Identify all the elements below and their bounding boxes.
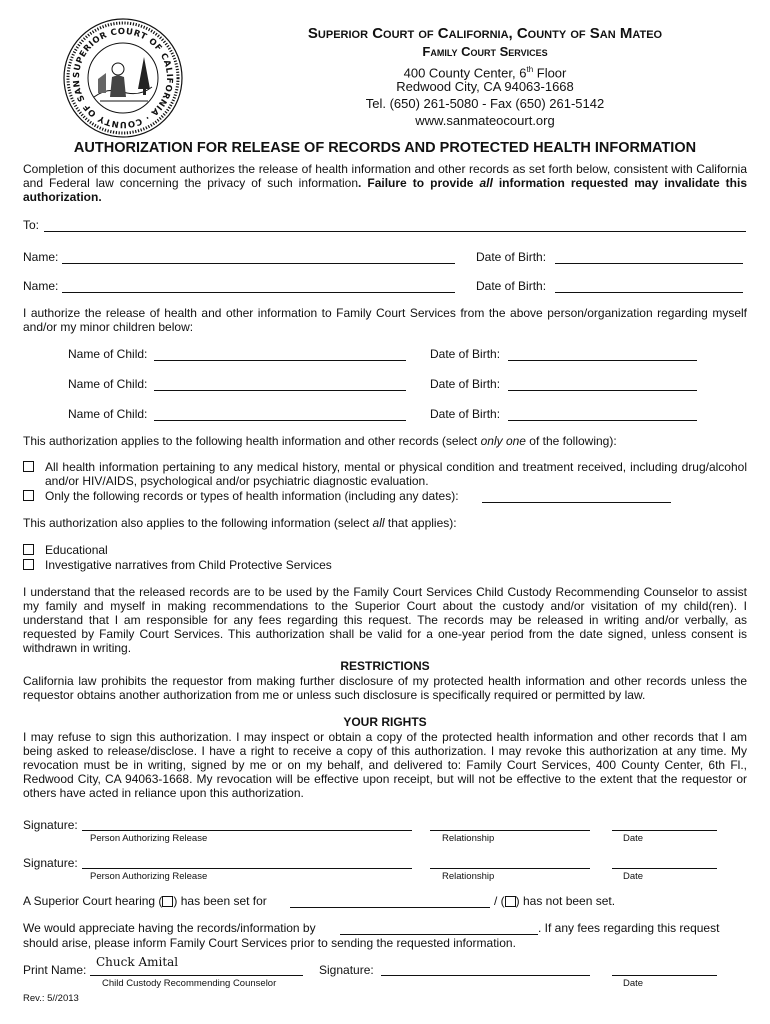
counselor-date-caption: Date: [623, 978, 644, 989]
counselor-caption: Child Custody Recommending Counselor: [102, 978, 277, 989]
hearing-not-set-statement: / ( ) has not been set.: [494, 894, 616, 908]
person-authorizing-caption-2: Person Authorizing Release: [90, 871, 208, 882]
rights-heading: YOUR RIGHTS: [343, 715, 427, 729]
court-name: Superior Court of California, County of San Mateo: [307, 25, 663, 42]
hearing-date-field[interactable]: [290, 907, 490, 908]
authorize-paragraph: I authorize the release of health and other information to Family Court Services from the above person/organization regarding myself and/or my minor children below:: [23, 306, 747, 334]
print-name-label: Print Name:: [23, 963, 87, 977]
child-dob-label-3: Date of Birth:: [430, 407, 501, 421]
signature-field-2[interactable]: [82, 868, 412, 869]
relationship-field-1[interactable]: [430, 830, 590, 831]
child-name-field-2[interactable]: [154, 390, 406, 391]
relationship-field-2[interactable]: [430, 868, 590, 869]
hearing-not-set-checkbox[interactable]: [505, 896, 516, 907]
child-name-field-3[interactable]: [154, 420, 406, 421]
appreciate-label: We would appreciate having the records/information by: [23, 921, 316, 935]
court-seal: [62, 17, 184, 139]
counselor-signature-field[interactable]: [381, 975, 590, 976]
to-label: To:: [23, 218, 40, 232]
only-following-checkbox[interactable]: [23, 490, 34, 501]
relationship-caption-2: Relationship: [442, 871, 495, 882]
counselor-signature-label: Signature:: [319, 963, 374, 977]
applies-statement: This authorization applies to the following health information and other records (select only one of the following):: [23, 434, 617, 448]
seal-text: SUPERIOR COURT OF CALIFORNIA · COUNTY OF SAN: [71, 26, 175, 130]
form-title: AUTHORIZATION FOR RELEASE OF RECORDS AND PROTECTED HEALTH INFORMATION: [73, 140, 697, 156]
appreciate-line-2: should arise, please inform Family Court Services prior to sending the requested information.: [23, 936, 516, 950]
dob-field-1[interactable]: [555, 263, 743, 264]
child-dob-field-1[interactable]: [508, 360, 697, 361]
only-following-label: Only the following records or types of health information (including any dates):: [45, 489, 459, 503]
address-line-2: Redwood City, CA 94063-1668: [396, 79, 574, 94]
also-applies-statement: This authorization also applies to the following information (select all that applies):: [23, 516, 457, 530]
understand-paragraph: I understand that the released records are to be used by the Family Court Services Child Custody Recommending Counselor to assist my family and myself in making recommendations to the Superior Court about the custody and/or visitation of my child(ren). I understand that I am responsible for any fees regarding this request. The records may be released in writing and/or verbally, as requested by Family Court Services. This authorization shall be valid for a one-year period from the date signed, unless consent is withdrawn in writing.: [23, 585, 747, 655]
restrictions-paragraph: California law prohibits the requestor from making further disclosure of my protected health information and other records unless the requestor obtains another authorization from me or unless such disclosure is specifically required or permitted by law.: [23, 674, 747, 702]
cps-label: Investigative narratives from Child Protective Services: [45, 558, 332, 572]
child-dob-label-2: Date of Birth:: [430, 377, 501, 391]
relationship-caption-1: Relationship: [442, 833, 495, 844]
all-health-info-label: All health information pertaining to any medical history, mental or physical condition and treatment received, including drug/alcohol and/or HIV/AIDS, psychological and/or psychiatric diagnostic evaluation.: [45, 460, 747, 488]
cps-checkbox[interactable]: [23, 559, 34, 570]
child-label-2: Name of Child:: [68, 377, 148, 391]
date-caption-1: Date: [623, 833, 644, 844]
to-field[interactable]: [44, 231, 746, 232]
signature-label-2: Signature:: [23, 856, 78, 870]
name-field-2[interactable]: [62, 292, 455, 293]
address-line-1: 400 County Center, 6th Floor: [403, 65, 567, 81]
date-field-2[interactable]: [612, 868, 717, 869]
child-label-1: Name of Child:: [68, 347, 148, 361]
child-dob-field-3[interactable]: [508, 420, 697, 421]
hearing-set-checkbox[interactable]: [162, 896, 173, 907]
date-field-1[interactable]: [612, 830, 717, 831]
appreciate-fees-text: . If any fees regarding this request: [538, 921, 720, 935]
rights-paragraph: I may refuse to sign this authorization. I may inspect or obtain a copy of the protected health information and other records that I am being asked to release/disclose. I have a right to receive a copy of this authorization. I may revoke this authorization at any time. My revocation must be in writing, signed by me or on my behalf, and delivered to: Family Court Services, 400 County Center, 6th Fl., Redwood City, CA 94063-1668. My revocation will be effective upon receipt, but will not be effective to the extent that the requestor or others have acted in reliance upon this authorization.: [23, 730, 747, 800]
child-label-3: Name of Child:: [68, 407, 148, 421]
name-field-1[interactable]: [62, 263, 455, 264]
counselor-date-field[interactable]: [612, 975, 717, 976]
dob-label-1: Date of Birth:: [476, 250, 547, 264]
signature-field-1[interactable]: [82, 830, 412, 831]
intro-paragraph: Completion of this document authorizes the release of health information and other records as set forth below, consistent with California and Federal law concerning the privacy of such information. Failure to provide all information requested may invalidate this authorization.: [23, 162, 748, 204]
all-health-info-checkbox[interactable]: [23, 461, 34, 472]
phone-fax: Tel. (650) 261-5080 - Fax (650) 261-5142: [365, 96, 605, 111]
educational-checkbox[interactable]: [23, 544, 34, 555]
name-label-1: Name:: [23, 250, 59, 264]
child-name-field-1[interactable]: [154, 360, 406, 361]
date-caption-2: Date: [623, 871, 644, 882]
revision-note: Rev.: 5//2013: [23, 993, 79, 1004]
print-name-field[interactable]: [90, 975, 303, 976]
child-dob-label-1: Date of Birth:: [430, 347, 501, 361]
person-authorizing-caption-1: Person Authorizing Release: [90, 833, 208, 844]
website: www.sanmateocourt.org: [415, 113, 555, 128]
educational-label: Educational: [45, 543, 108, 557]
print-name-value[interactable]: Chuck Amital: [96, 955, 179, 969]
records-by-date-field[interactable]: [340, 934, 538, 935]
child-dob-field-2[interactable]: [508, 390, 697, 391]
only-following-field[interactable]: [482, 502, 671, 503]
dob-field-2[interactable]: [555, 292, 743, 293]
hearing-statement: A Superior Court hearing ( ) has been set for: [23, 894, 267, 908]
dob-label-2: Date of Birth:: [476, 279, 547, 293]
signature-label-1: Signature:: [23, 818, 78, 832]
name-label-2: Name:: [23, 279, 59, 293]
department-name: Family Court Services: [422, 44, 548, 59]
restrictions-heading: RESTRICTIONS: [340, 659, 430, 673]
